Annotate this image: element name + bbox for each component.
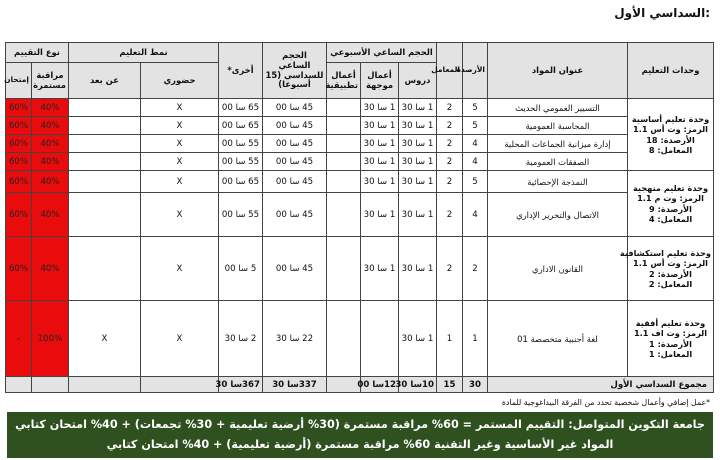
unit-coefficient: المعامل: 2: [648, 278, 693, 289]
subject-coefficient: 1: [437, 301, 463, 377]
subject-exam: -: [6, 301, 32, 377]
subject-other: 65 سا 00: [219, 99, 263, 117]
unit-credits: الأرصدة: 9: [649, 203, 692, 214]
unit-code: الرمز: وت أس 1.1: [633, 258, 708, 269]
subject-applied: [327, 99, 361, 117]
subject-coefficient: 2: [437, 153, 463, 171]
total-continuous-control: [32, 377, 69, 393]
subject-distance: [69, 237, 141, 301]
header-coefficient: المعامل: [437, 43, 463, 99]
unit-credits: الأرصدة: 1: [649, 338, 692, 349]
subject-continuous-control: 40%: [32, 99, 69, 117]
subject-name: لغة أجنبية متخصصة 01: [488, 301, 628, 377]
subject-applied: [327, 301, 361, 377]
total-credits: 30: [463, 377, 488, 393]
subject-exam: 60%: [6, 99, 32, 117]
unit-fundamental: [628, 99, 714, 171]
subject-directed: 1 سا 30: [361, 135, 399, 153]
subject-credits: 4: [463, 193, 488, 237]
subject-applied: [327, 135, 361, 153]
banner-line-1: جامعة التكوين المتواصل: التقييم المستمر = 60% مراقبة مستمرة (30% أرضية تعليمية + 30% تجمعات) + 40% امتحان كتابي: [15, 418, 705, 431]
header-units: وحدات التعليم: [628, 43, 714, 99]
subject-semester-volume: 45 سا 00: [263, 193, 327, 237]
unit-name: وحدة تعليم أفقية: [635, 318, 706, 328]
unit-name: وحدة تعليم استكشافية: [619, 248, 711, 258]
total-exam: [6, 377, 32, 393]
unit-code: الرمز: وت اف 1.1: [633, 328, 708, 339]
total-distance: [69, 377, 141, 393]
header-subjects: عنوان المواد: [488, 43, 628, 99]
subject-semester-volume: 45 سا 00: [263, 135, 327, 153]
subject-semester-volume: 45 سا 00: [263, 153, 327, 171]
subject-name: الاتصال والتحرير الإداري: [488, 193, 628, 237]
subject-name: النمذجة الإحصائية: [488, 171, 628, 193]
subject-other: 55 سا 00: [219, 135, 263, 153]
subject-distance: [69, 193, 141, 237]
assessment-banner: [7, 412, 713, 458]
subject-directed: 1 سا 30: [361, 117, 399, 135]
subject-presential: X: [141, 237, 219, 301]
subject-semester-volume: 45 سا 00: [263, 237, 327, 301]
header-lessons: دروس: [399, 63, 437, 99]
subject-directed: 1 سا 30: [361, 99, 399, 117]
subject-applied: [327, 153, 361, 171]
semester-title: السداسي الأول:: [614, 6, 710, 20]
subject-other: 65 سا 00: [219, 171, 263, 193]
subject-directed: 1 سا 30: [361, 237, 399, 301]
subject-coefficient: 2: [437, 117, 463, 135]
subject-exam: 60%: [6, 193, 32, 237]
total-other: 367سا 30: [219, 377, 263, 393]
unit-coefficient: المعامل: 8: [648, 144, 693, 155]
subject-distance: X: [69, 301, 141, 377]
subject-credits: 5: [463, 117, 488, 135]
unit-credits: الأرصدة: 18: [646, 134, 695, 145]
subject-lessons: 1 سا 30: [399, 301, 437, 377]
unit-coefficient: المعامل: 1: [648, 348, 693, 359]
subject-exam: 60%: [6, 135, 32, 153]
header-teaching-mode: نمط التعليم: [69, 43, 219, 63]
header-exam: إمتحان: [6, 63, 32, 99]
subject-continuous-control: 40%: [32, 193, 69, 237]
subject-coefficient: 2: [437, 237, 463, 301]
unit-methodological: [628, 171, 714, 237]
subject-coefficient: 2: [437, 193, 463, 237]
subject-other: 5 سا 00: [219, 237, 263, 301]
unit-exploratory: [619, 237, 714, 301]
curriculum-table: [5, 42, 714, 393]
subject-semester-volume: 45 سا 00: [263, 171, 327, 193]
subject-continuous-control: 40%: [32, 171, 69, 193]
subject-exam: 60%: [6, 117, 32, 135]
subject-exam: 60%: [6, 153, 32, 171]
total-applied: [327, 377, 361, 393]
subject-directed: 1 سا 30: [361, 171, 399, 193]
subject-credits: 5: [463, 171, 488, 193]
subject-continuous-control: 40%: [32, 117, 69, 135]
subject-credits: 5: [463, 99, 488, 117]
subject-semester-volume: 22 سا 30: [263, 301, 327, 377]
unit-coefficient: المعامل: 4: [648, 213, 693, 224]
header-semester-volume: الحجم الساعي للسداسي (15 أسبوعا): [263, 43, 327, 99]
subject-distance: [69, 117, 141, 135]
subject-lessons: 1 سا 30: [399, 99, 437, 117]
header-other: أخرى*: [219, 43, 263, 99]
subject-applied: [327, 237, 361, 301]
subject-coefficient: 2: [437, 135, 463, 153]
unit-horizontal: [628, 301, 714, 377]
subject-distance: [69, 99, 141, 117]
subject-directed: [361, 301, 399, 377]
subject-presential: X: [141, 171, 219, 193]
subject-name: الصفقات العمومية: [488, 153, 628, 171]
subject-presential: X: [141, 301, 219, 377]
subject-lessons: 1 سا 30: [399, 117, 437, 135]
subject-applied: [327, 117, 361, 135]
subject-name: القانون الاداري: [488, 237, 628, 301]
subject-continuous-control: 40%: [32, 135, 69, 153]
subject-credits: 4: [463, 135, 488, 153]
subject-lessons: 1 سا 30: [399, 193, 437, 237]
subject-credits: 2: [463, 237, 488, 301]
header-directed-work: أعمال موجهة: [361, 63, 399, 99]
total-semester-volume: 337سا 30: [263, 377, 327, 393]
subject-lessons: 1 سا 30: [399, 153, 437, 171]
subject-coefficient: 2: [437, 99, 463, 117]
subject-credits: 4: [463, 153, 488, 171]
subject-exam: 60%: [6, 237, 32, 301]
banner-line-2: المواد غير الأساسية وغير التقنية 60% مراقبة مستمرة (أرضية تعليمية) + 40% امتحان كتابي: [106, 438, 614, 451]
subject-exam: 60%: [6, 171, 32, 193]
subject-other: 55 سا 00: [219, 153, 263, 171]
subject-applied: [327, 193, 361, 237]
subject-applied: [327, 171, 361, 193]
subject-presential: X: [141, 99, 219, 117]
subject-other: 65 سا 00: [219, 117, 263, 135]
header-credits: الأرصدة: [463, 43, 488, 99]
subject-semester-volume: 45 سا 00: [263, 117, 327, 135]
header-presential: حضوري: [141, 63, 219, 99]
subject-name: المحاسبة العمومية: [488, 117, 628, 135]
subject-coefficient: 2: [437, 171, 463, 193]
header-distance: عن بعد: [69, 63, 141, 99]
subject-presential: X: [141, 153, 219, 171]
unit-name: وحدة تعليم أساسية: [631, 114, 710, 124]
subject-directed: 1 سا 30: [361, 193, 399, 237]
unit-name: وحدة تعليم منهجية: [632, 183, 709, 193]
subject-presential: X: [141, 135, 219, 153]
header-continuous-control: مراقبة مستمرة: [32, 63, 69, 99]
subject-other: 55 سا 00: [219, 193, 263, 237]
subject-presential: X: [141, 193, 219, 237]
subject-lessons: 1 سا 30: [399, 171, 437, 193]
subject-name: التسيير العمومي الحديث: [488, 99, 628, 117]
subject-distance: [69, 153, 141, 171]
header-weekly-volume: الحجم الساعي الأسبوعي: [327, 43, 437, 63]
subject-continuous-control: 40%: [32, 237, 69, 301]
subject-presential: X: [141, 117, 219, 135]
total-directed: 12سا 00: [361, 377, 399, 393]
total-lessons: 10سا 30: [399, 377, 437, 393]
subject-name: إدارة ميزانية الجماعات المحلية: [488, 135, 628, 153]
subject-distance: [69, 171, 141, 193]
subject-credits: 1: [463, 301, 488, 377]
footnote: *عمل إضافي وأعمال شخصية تحدد من الفرقة البيداغوجية للمادة: [501, 398, 710, 407]
subject-continuous-control: 100%: [32, 301, 69, 377]
total-coefficient: 15: [437, 377, 463, 393]
total-presential: [141, 377, 219, 393]
unit-credits: الأرصدة: 2: [649, 268, 692, 279]
subject-continuous-control: 40%: [32, 153, 69, 171]
subject-semester-volume: 45 سا 00: [263, 99, 327, 117]
total-label: مجموع السداسي الأول: [488, 377, 714, 393]
unit-code: الرمز: وت م 1.1: [637, 193, 704, 204]
unit-code: الرمز: وت أس 1.1: [633, 124, 708, 135]
subject-distance: [69, 135, 141, 153]
header-assessment: نوع التقييم: [6, 43, 69, 63]
subject-lessons: 1 سا 30: [399, 237, 437, 301]
subject-other: 2 سا 30: [219, 301, 263, 377]
subject-directed: 1 سا 30: [361, 153, 399, 171]
header-applied-work: أعمال تطبيقية: [327, 63, 361, 99]
subject-lessons: 1 سا 30: [399, 135, 437, 153]
